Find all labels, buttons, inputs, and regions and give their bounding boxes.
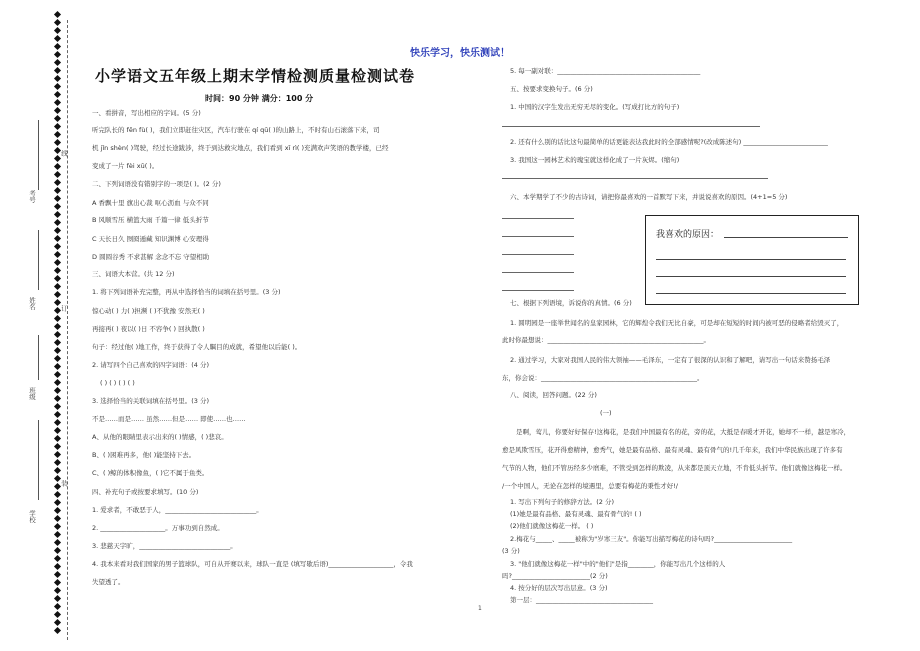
passage-line: 气节的人物，他们不管历经多少磨难，不管受到怎样的欺凌，从来都是顶天立地，不肯低头折节。他们就像这梅花一样。 xyxy=(502,464,847,472)
reason-line xyxy=(656,293,846,294)
xuexiao-line xyxy=(38,420,39,500)
passage-number: (一) xyxy=(600,409,612,417)
q5-2: 2. 还有什么别的话比这句最简单的话更能表达我此时的全部感情呢?(改成陈述句) __________________________ xyxy=(510,138,828,146)
q8-1-b: (2)他们就像这梅花一样。 ( ) xyxy=(510,522,594,530)
q7-1-answer: 此时你最想说：________________________________________________。 xyxy=(502,336,710,344)
banji-line xyxy=(38,335,39,380)
xingming-line xyxy=(38,230,39,290)
poem-line xyxy=(502,290,574,291)
label-xuexiao: 学校 xyxy=(28,510,36,523)
label-xingming: 姓名 xyxy=(28,297,36,310)
q4-1: 1. 爱求者，不敢恶于人，____________________________。 xyxy=(92,506,263,514)
reason-line xyxy=(724,237,848,238)
q1-heading: 一、看拼音，写出相应的字词。(5 分) xyxy=(92,109,201,117)
q8-4-first: 第一层：____________________________________ xyxy=(510,596,653,604)
q3-2-blanks: ( ) ( ) ( ) ( ) xyxy=(100,379,135,387)
poem-line xyxy=(502,236,574,237)
label-xian: 线 xyxy=(60,150,68,157)
passage-line: /一个中国人，无论在怎样的境遇里，总要有梅花的秉性才好!/ xyxy=(502,482,678,490)
page-number: 1 xyxy=(478,605,482,612)
q8-3-cont: 吗?________________________(2 分) xyxy=(502,572,608,580)
q1-text-line: 变成了一片 fèi xū( )。 xyxy=(92,162,159,170)
exam-time-score: 时间：90 分钟 满分：100 分 xyxy=(205,94,314,103)
q8-4: 4. 按分好的层次写出层意。(3 分) xyxy=(510,584,608,592)
q4-5: 5. 每一副对联：____________________________________________ xyxy=(510,67,701,75)
passage-line: 愈是风欺雪压，花开得愈精神，愈秀气，她是最有品格、最有灵魂、最有骨气的!几千年来，我们中华民族出现了许多有 xyxy=(502,446,843,454)
label-banji: 班级 xyxy=(28,387,36,400)
q6-heading: 六、本学期学了不少的古诗词，请把你最喜欢的一首默写下来，并说说喜欢的原因。(4+1=5 分) xyxy=(510,193,788,201)
binding-dots xyxy=(55,12,61,642)
q4-2: 2. ____________________。万事功到自然成。 xyxy=(92,524,224,532)
reason-line xyxy=(656,259,846,260)
q8-2: 2.梅花与_____、_____被称为"岁寒三友"。你能写出描写梅花的诗句吗?________________________ xyxy=(510,535,793,543)
q3-3-c: C、( )鲸的体积像鱼，( )它不属于鱼类。 xyxy=(92,469,209,477)
reason-box[interactable] xyxy=(645,215,859,305)
q3-1-words: 惊心动( ) 力( )担濒 ( )不犹豫 安然无( ) xyxy=(92,307,205,315)
q3-3-prompt: 3. 选择恰当的关联词填在括号里。(3 分) xyxy=(92,397,210,405)
q8-3: 3. "他们就像这梅花一样"中的"他们"是指________，你能写出几个这样的人 xyxy=(510,560,726,568)
label-zhuang: 装 xyxy=(60,480,68,487)
poem-line xyxy=(502,272,574,273)
q8-1-a: (1)她是最有品格、最有灵魂、最有骨气的! ( ) xyxy=(510,510,642,518)
label-kaohao: 考号 xyxy=(28,190,36,203)
answer-line xyxy=(502,178,768,179)
q2-option: D 圆圆谷秀 不求甚解 念念不忘 守望相助 xyxy=(92,253,210,261)
label-ding: 订 xyxy=(60,305,68,312)
q1-text-line: 听完队长的 fēn fù( )，我们立即赶往灾区，汽车行驶在 qí qū( )的山路上，不时有山石滚落下来，司 xyxy=(92,126,380,134)
poem-line xyxy=(502,218,574,219)
answer-line xyxy=(502,126,760,127)
kaohao-line xyxy=(38,120,39,190)
reason-heading: 我喜欢的原因： xyxy=(656,230,720,240)
q2-option: C 天长日久 囫囵遁藏 知识渊博 心安理得 xyxy=(92,235,209,243)
reason-line xyxy=(656,276,846,277)
q7-2: 2. 通过学习，大家对我国人民的伟大领袖——毛泽东，一定有了很深的认识和了解吧，请写出一句话来赞扬毛泽 xyxy=(510,356,831,364)
q3-1-prompt: 1. 将下列词语补充完整，再从中选择恰当的词填在括号里。(3 分) xyxy=(92,288,281,296)
binding-dashed-line xyxy=(67,20,68,640)
q5-1: 1. 中国的汉字生发出无穷无尽的变化。(写成打比方的句子) xyxy=(510,103,680,111)
q7-1: 1. 圆明园是一座举世闻名的皇家园林，它的辉煌令我们无比自豪，可是却在短短的时间内被可恶的侵略者给毁灭了， xyxy=(510,319,844,327)
q1-text-line: 机 jǐn shèn( )驾驶，经过长途跋涉，终于到达救灾地点，我们看到 xī rì( )充满欢声笑语的教学楼，已经 xyxy=(92,144,389,152)
q4-heading: 四、补充句子或按要求填写。(10 分) xyxy=(92,488,199,496)
q2-option: A 香飘十里 旗出心裁 呕心沥血 与众不同 xyxy=(92,199,209,207)
q3-3-a: A、从他的眼睛里表示出来的( )情感，( )悲哀。 xyxy=(92,433,228,441)
q3-heading: 三、词语大本营。(共 12 分) xyxy=(92,270,175,278)
q8-1: 1. 写出下列句子的修辞方法。(2 分) xyxy=(510,498,615,506)
q7-heading: 七、根据下列语境，诉说你的真情。(6 分) xyxy=(510,299,632,307)
q3-1-words: 再接再( ) 夜以( )日 不容争( ) 回执散( ) xyxy=(92,325,205,333)
q7-2-answer: 东，你会说：________________________________________________。 xyxy=(502,374,704,382)
q5-3: 3. 我国这一园林艺术的瑰宝就这样化成了一片灰烬。(缩句) xyxy=(510,156,680,164)
q5-heading: 五、按要求变换句子。(6 分) xyxy=(510,85,593,93)
banner: 快乐学习，快乐测试！ xyxy=(410,48,510,59)
q3-1-sentence: 句子：经过他( )地工作，终于获得了令人瞩目的成就，希望他以后能( )。 xyxy=(92,343,302,351)
q4-4: 4. 我本来看对我们国家的男子篮球队，可自从开赛以来，球队一直是 (填写歇后语)____________________，令我 xyxy=(92,560,413,568)
q2-option: B 风顺雪压 横篮大雨 千篇一律 低头折节 xyxy=(92,216,209,224)
q8-heading: 八、阅读，回答问题。(22 分) xyxy=(510,391,597,399)
q3-3-options: 不是……而是…… 虽然……但是…… 即使……也…… xyxy=(92,415,246,423)
poem-line xyxy=(502,254,574,255)
q4-4-cont: 失望透了。 xyxy=(92,578,125,586)
page-title: 小学语文五年级上期末学情检测质量检测试卷 xyxy=(95,67,416,85)
q4-3: 3. 悲慈天字旷，____________________________。 xyxy=(92,542,237,550)
q2-heading: 二、下列词语没有错别字的一项是( )。(2 分) xyxy=(92,180,221,188)
q3-3-b: B、( )困难再多，他( )能坚持下去。 xyxy=(92,451,196,459)
q8-2-score: (3 分) xyxy=(502,547,520,555)
passage-line: 是啊，莺儿，你要好好保存!这梅花，是我们中国最有名的花，旁的花，大抵是春暖才开花，她却不一样，越是寒冷， xyxy=(516,428,851,436)
q3-2-prompt: 2. 请写四个自己喜欢的四字词语：(4 分) xyxy=(92,361,210,369)
